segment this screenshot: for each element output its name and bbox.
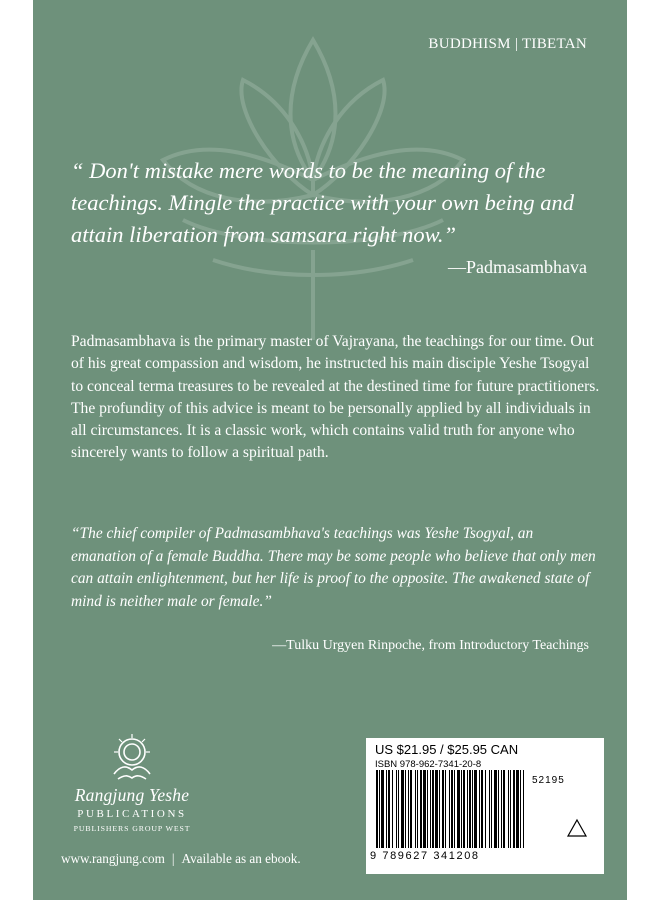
footer-separator: | xyxy=(171,851,175,866)
book-description: Padmasambhava is the primary master of Vajrayana, the teachings for our time. Out of his great compassion and wisdom, he instructed his main disciple Yeshe Tsogyal to conceal terma treasures to be revealed at the destined time for future practitioners. The profundity of this advice is meant to be personally applied by all individuals in all circumstances. It is a classic work, which contains valid truth for anyone who sincerely wants to follow a spiritual path. xyxy=(71,333,600,462)
triangle-icon xyxy=(566,818,588,838)
publisher-name: Rangjung Yeshe xyxy=(74,785,190,805)
barcode-box xyxy=(366,738,604,874)
footer xyxy=(61,851,301,867)
ebook-note: Available as an ebook. xyxy=(181,851,301,866)
website-link[interactable]: www.rangjung.com xyxy=(61,851,165,866)
epigraph-quote: “ Don't mistake mere words to be the meaning of the teachings. Mingle the practice with your own being and attain liberation from samsara right now.” xyxy=(71,158,575,247)
dharma-wheel-icon xyxy=(106,732,158,784)
publisher-distributor: PUBLISHERS GROUP WEST xyxy=(73,824,191,833)
price-code: 52195 xyxy=(532,775,565,786)
epigraph-attribution: —Padmasambhava xyxy=(448,257,587,277)
barcode-icon xyxy=(374,770,526,850)
publisher-logo xyxy=(57,732,207,833)
endorsement-quote: “The chief compiler of Padmasambhava's teachings was Yeshe Tsogyal, an emanation of a female Buddha. There may be some people who believe that only men can attain enlightenment, but her life is proof to the opposite. The awakened state of mind is neither male or female.” xyxy=(71,525,596,610)
category-label: BUDDHISM | TIBETAN xyxy=(428,36,587,52)
book-back-cover xyxy=(33,0,627,900)
endorsement-attribution: —Tulku Urgyen Rinpoche, from Introductory Teachings xyxy=(272,638,589,653)
isbn-label: ISBN 978-962-7341-20-8 xyxy=(375,759,482,770)
price-label: US $21.95 / $25.95 CAN xyxy=(375,742,519,757)
publisher-subtitle: PUBLICATIONS xyxy=(77,808,187,820)
barcode-digits: 9 789627 341208 xyxy=(370,850,480,862)
